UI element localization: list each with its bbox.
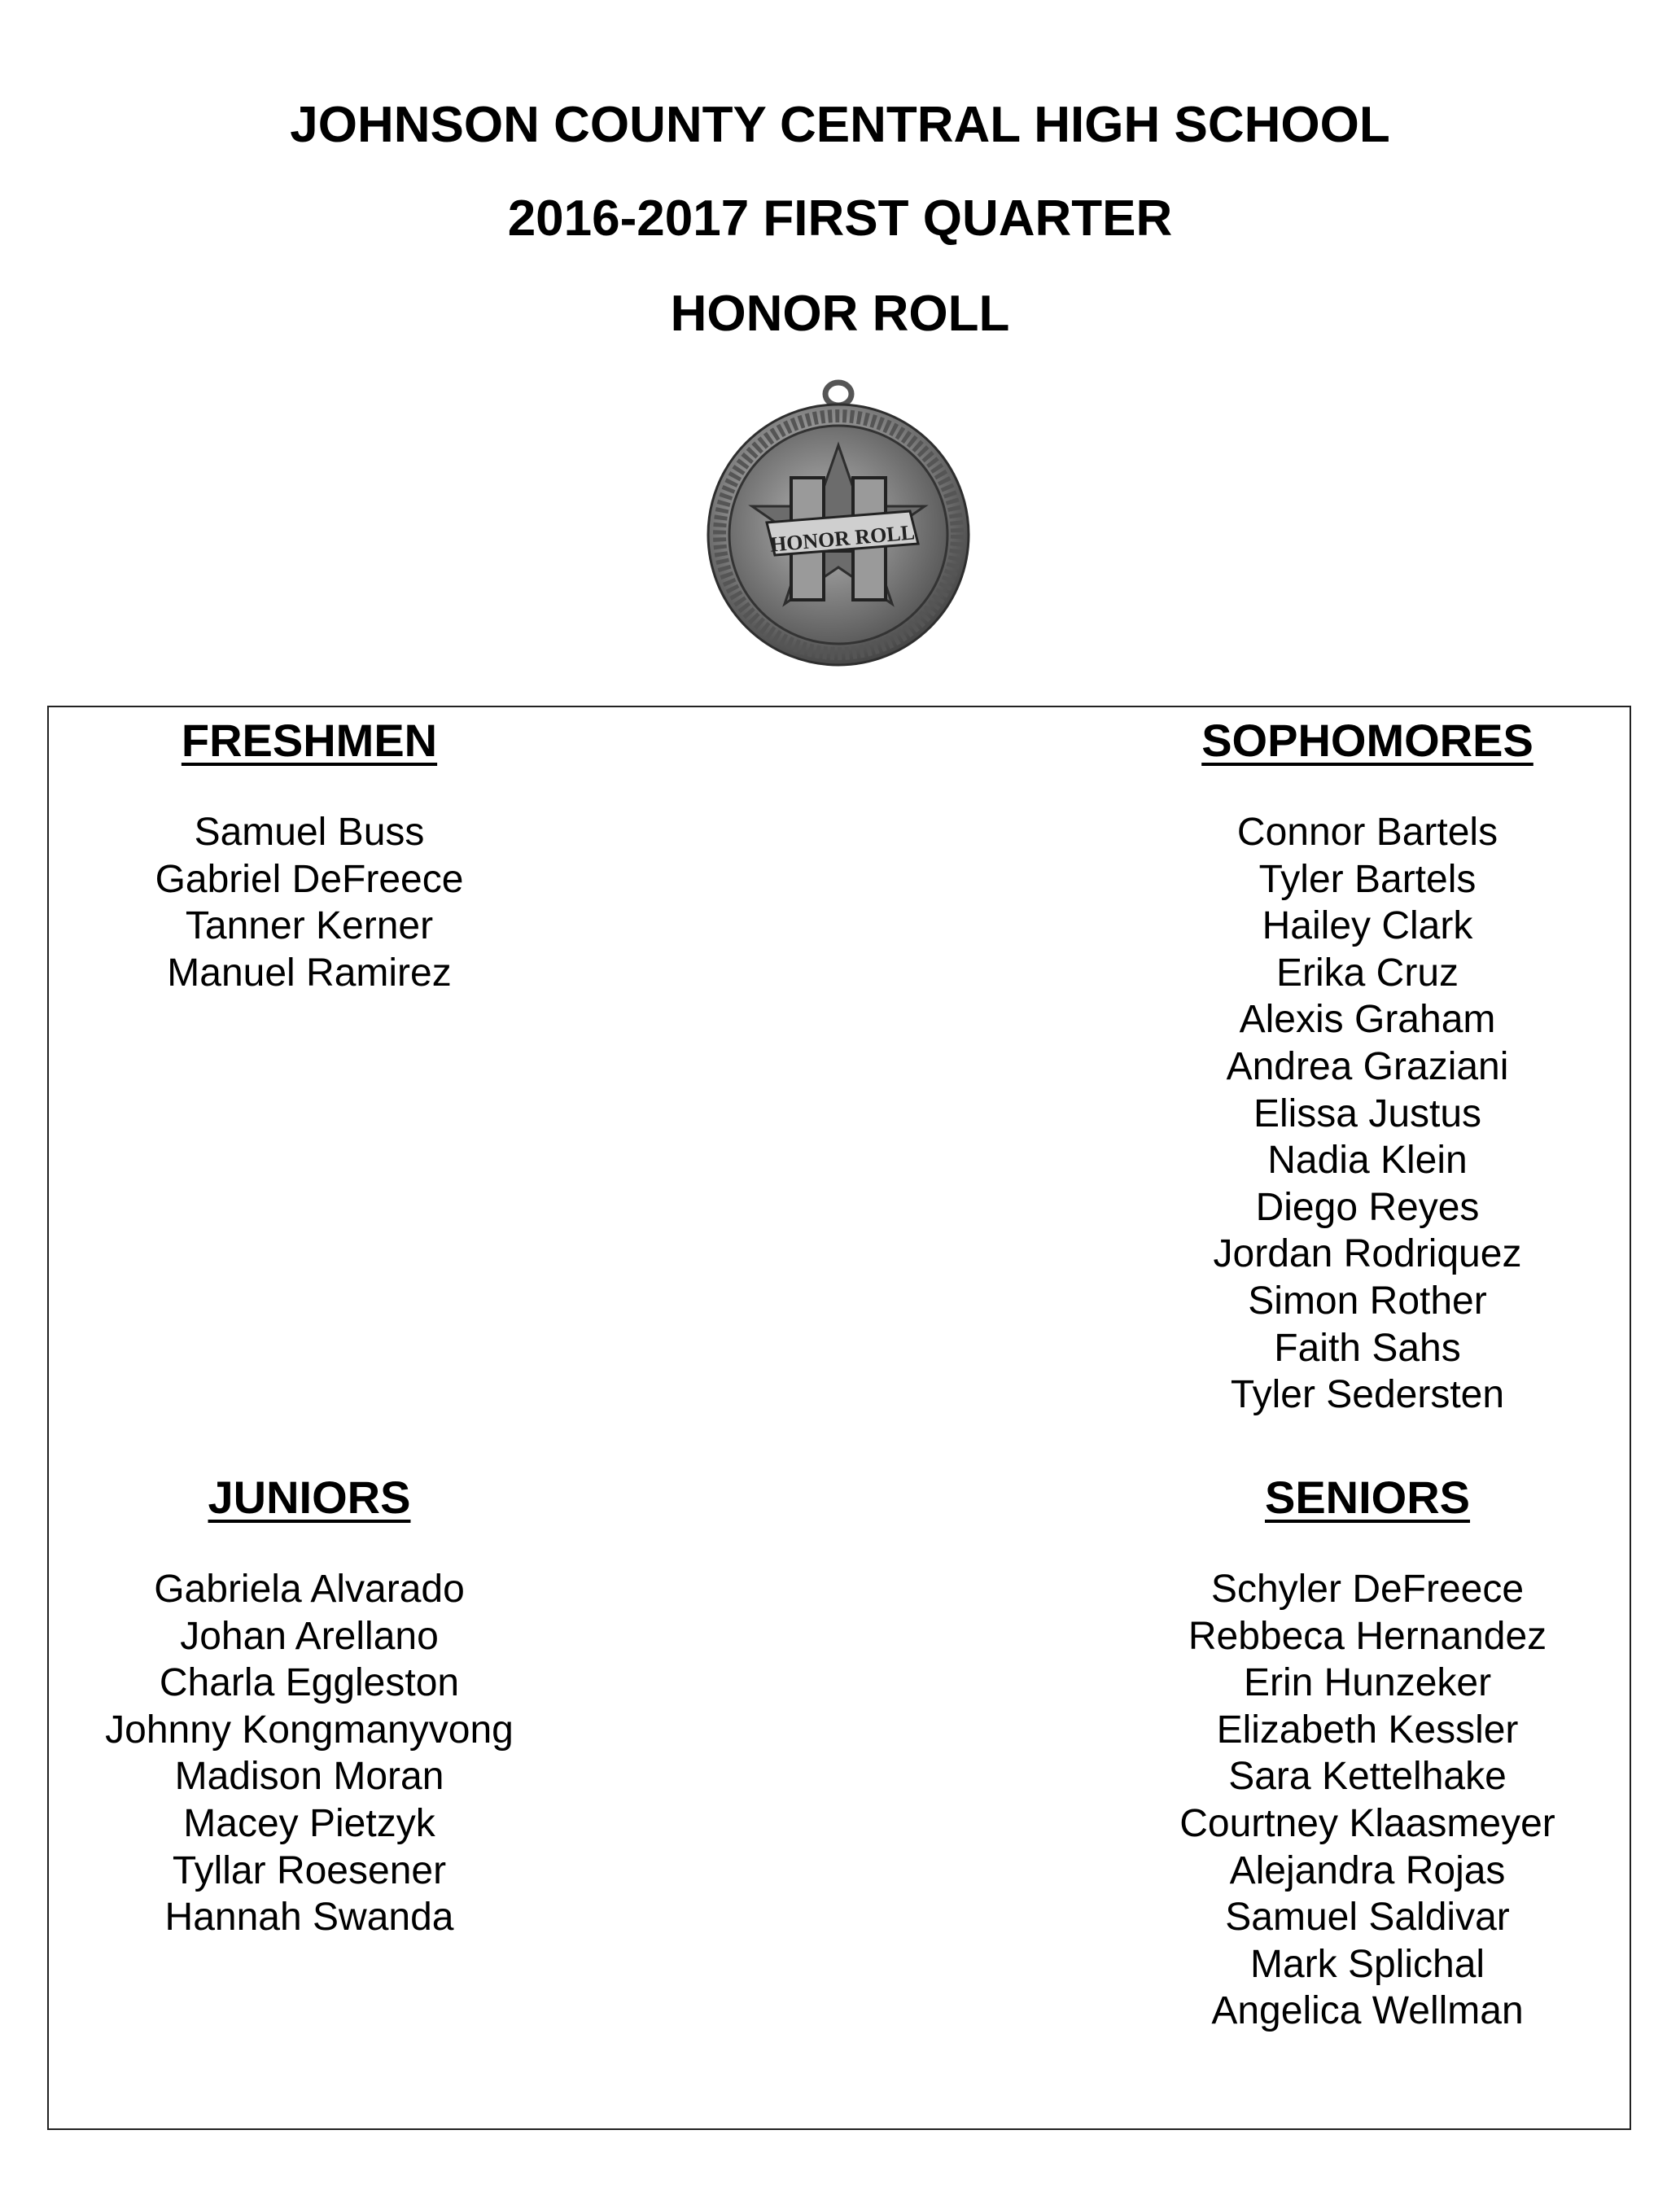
seniors-list xyxy=(1123,1566,1612,2035)
term-title: 2016-2017 FIRST QUARTER xyxy=(507,190,1173,247)
seniors-heading: SENIORS xyxy=(1264,1472,1471,1523)
list-item: Macey Pietzyk xyxy=(183,1801,435,1845)
juniors-heading: JUNIORS xyxy=(208,1472,411,1523)
list-item: Erin Hunzeker xyxy=(1243,1661,1492,1705)
list-item: Tyler Bartels xyxy=(1258,857,1477,901)
freshmen-heading: FRESHMEN xyxy=(181,715,438,766)
list-item: Manuel Ramirez xyxy=(167,951,452,995)
list-item: Alexis Graham xyxy=(1239,998,1496,1042)
honor-roll-medal-icon xyxy=(700,376,977,669)
list-item: Angelica Wellman xyxy=(1211,1989,1524,2033)
freshmen-section xyxy=(65,715,553,996)
list-item: Johan Arellano xyxy=(180,1614,439,1658)
list-item: Hailey Clark xyxy=(1262,904,1473,948)
list-item: Schyler DeFreece xyxy=(1210,1568,1525,1611)
list-item: Samuel Saldivar xyxy=(1225,1896,1510,1940)
list-item: Elissa Justus xyxy=(1253,1091,1482,1135)
sophomores-list xyxy=(1123,809,1612,1419)
list-item: Courtney Klaasmeyer xyxy=(1179,1801,1555,1845)
list-item: Charla Eggleston xyxy=(159,1661,460,1705)
juniors-list xyxy=(65,1566,553,1941)
juniors-section xyxy=(65,1472,553,1941)
list-item: Erika Cruz xyxy=(1275,951,1459,995)
honor-roll-title: HONOR ROLL xyxy=(670,286,1010,342)
list-item: Madison Moran xyxy=(174,1755,444,1799)
school-name-title: JOHNSON COUNTY CENTRAL HIGH SCHOOL xyxy=(290,97,1390,153)
list-item: Connor Bartels xyxy=(1236,811,1498,854)
list-item: Mark Splichal xyxy=(1249,1942,1485,1986)
list-item: Gabriel DeFreece xyxy=(155,857,464,901)
sophomores-heading: SOPHOMORES xyxy=(1201,715,1533,766)
list-item: Alejandra Rojas xyxy=(1229,1848,1506,1892)
list-item: Tyler Sedersten xyxy=(1230,1373,1505,1417)
list-item: Simon Rother xyxy=(1248,1279,1487,1323)
list-item: Tyllar Roesener xyxy=(172,1848,447,1892)
list-item: Gabriela Alvarado xyxy=(154,1568,465,1611)
list-item: Sara Kettelhake xyxy=(1228,1755,1507,1799)
list-item: Nadia Klein xyxy=(1267,1139,1468,1183)
list-item: Tanner Kerner xyxy=(185,904,434,948)
freshmen-list xyxy=(65,809,553,996)
list-item: Samuel Buss xyxy=(194,811,425,854)
list-item: Diego Reyes xyxy=(1255,1185,1480,1229)
sophomores-section xyxy=(1123,715,1612,1419)
list-item: Hannah Swanda xyxy=(164,1896,454,1940)
list-item: Rebbeca Hernandez xyxy=(1188,1614,1547,1658)
seniors-section xyxy=(1123,1472,1612,2035)
list-item: Jordan Rodriquez xyxy=(1213,1232,1522,1276)
list-item: Andrea Graziani xyxy=(1226,1044,1509,1088)
list-item: Johnny Kongmanyvong xyxy=(105,1708,514,1752)
list-item: Faith Sahs xyxy=(1274,1326,1461,1370)
svg-text:HONOR ROLL: HONOR ROLL xyxy=(768,520,917,557)
list-item: Elizabeth Kessler xyxy=(1216,1708,1519,1752)
